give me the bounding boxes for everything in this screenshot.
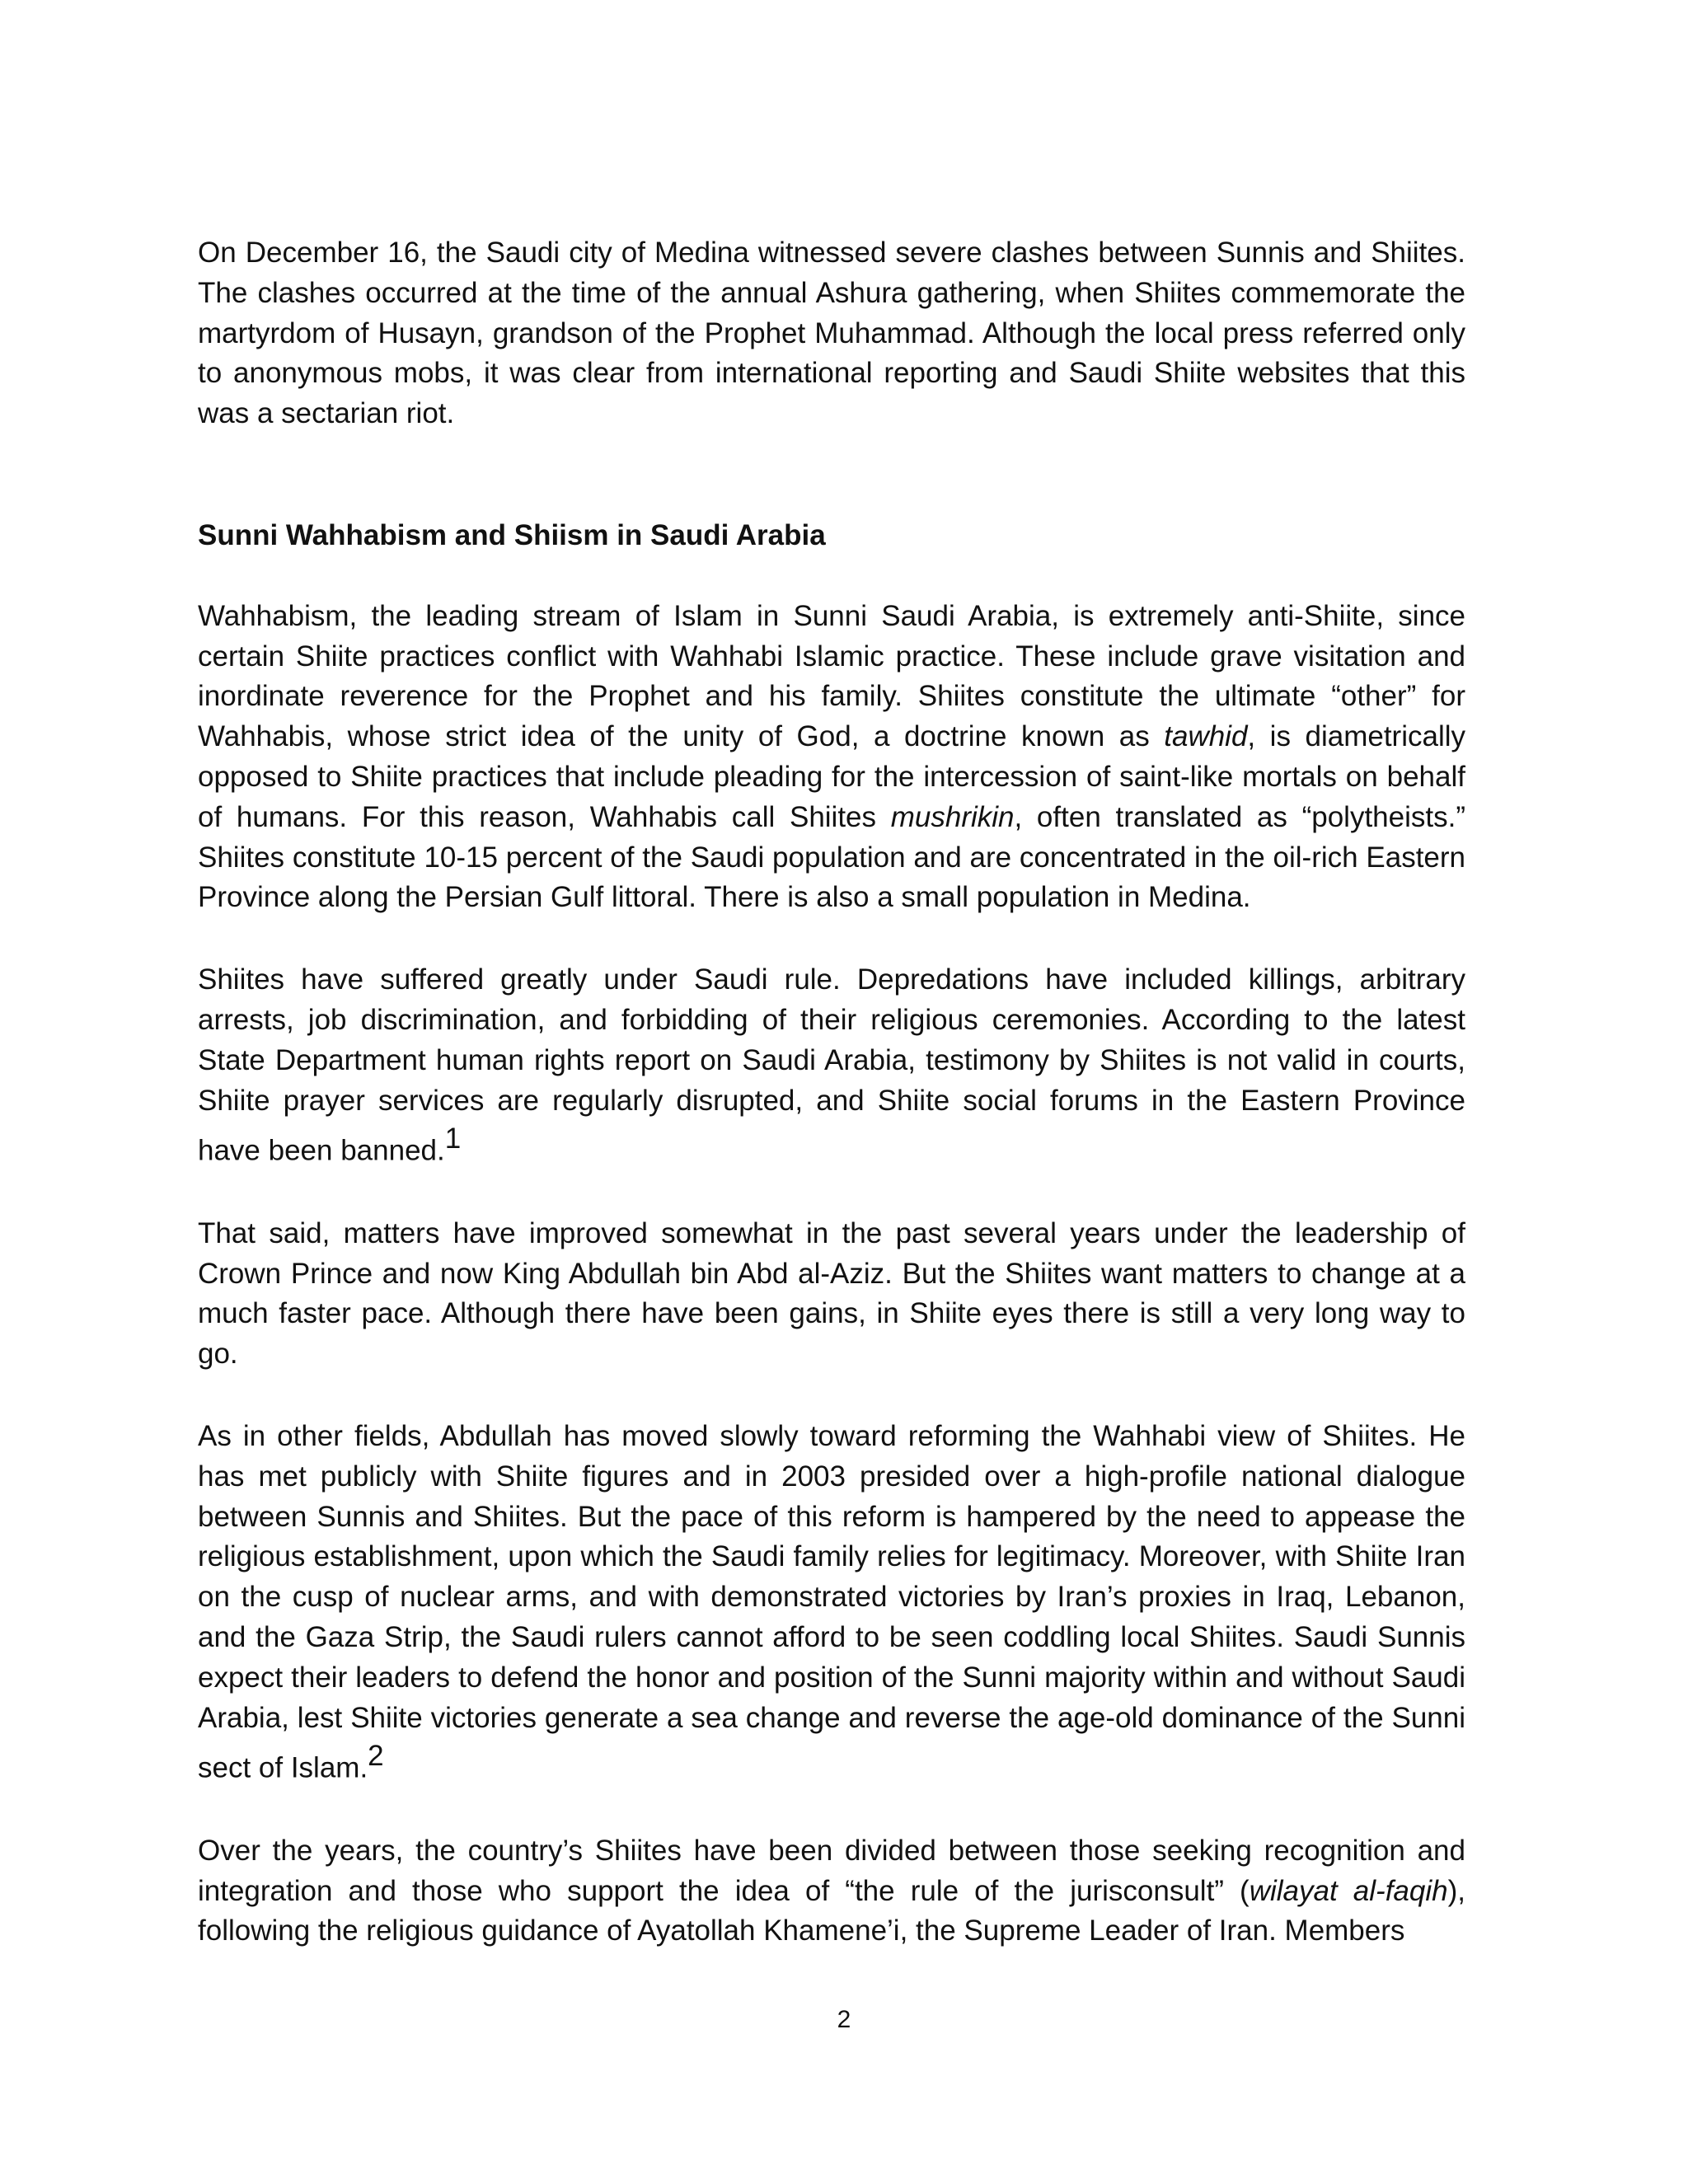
italic-term-wilayat-al-faqih: wilayat al-faqih bbox=[1249, 1874, 1448, 1907]
intro-paragraph: On December 16, the Saudi city of Medina witnessed severe clashes between Sunnis and Shiites. The clashes occurred at the time of the annual Ashura gathering, when Shiites commemorate the martyrdom of Husayn, grandson of the Prophet Muhammad. Although the local press referred only to anonymous mobs, it was clear from international reporting and Saudi Shiite websites that this was a sectarian riot. bbox=[198, 237, 1465, 430]
italic-term-mushrikin: mushrikin bbox=[890, 800, 1015, 833]
paragraph-abdullah-improvement: That said, matters have improved somewhat in the past several years under the leadership of Crown Prince and now King Abdullah bin Abd al-Aziz. But the Shiites want matters to change at a much faster pace. Although there have been gains, in Shiite eyes there is still a very long way to go. bbox=[198, 1216, 1465, 1371]
paragraph-divisions bbox=[198, 1831, 1465, 1952]
paragraph-text: , is diametrically opposed to Shiite practices that include pleading for the intercession of saint-like mortals on behalf of humans. For this reason, Wahhabis call Shiites bbox=[198, 720, 1465, 833]
paragraph-text: , often translated as “polytheists.” Shiites constitute 10-15 percent of the Saudi population and are concentrated in the oil-rich Eastern Province along the Persian Gulf littoral. There is also a small population in Medina. bbox=[198, 800, 1465, 914]
document-body bbox=[198, 233, 1465, 1994]
paragraph-text: Wahhabism, the leading stream of Islam in Sunni Saudi Arabia, is extremely anti-Shiite, since certain Shiite practices conflict with Wahhabi Islamic practice. These include grave visitation and inordinate reverence for the Prophet and his family. Shiites constitute the ultimate “other” for Wahhabis, whose strict idea of the unity of God, a doctrine known as bbox=[198, 599, 1465, 753]
paragraph-text: Over the years, the country’s Shiites have been divided between those seeking recognition and integration and those who support the idea of “the rule of the jurisconsult” ( bbox=[198, 1834, 1465, 1907]
paragraph-text: ), following the religious guidance of Ayatollah Khamene’i, the Supreme Leader of Iran. Members bbox=[198, 1874, 1465, 1947]
paragraph-wahhabism bbox=[198, 597, 1465, 918]
paragraph-reform bbox=[198, 1417, 1465, 1789]
page-number: 2 bbox=[837, 2006, 851, 2033]
footnote-marker-1: 1 bbox=[444, 1122, 462, 1155]
italic-term-tawhid: tawhid bbox=[1164, 720, 1248, 753]
paragraph-text: Shiites have suffered greatly under Saudi rule. Depredations have included killings, arbitrary arrests, job discrimination, and forbidding of their religious ceremonies. According to the latest State Department human rights report on Saudi Arabia, testimony by Shiites is not valid in courts, Shiite prayer services are regularly disrupted, and Shiite social forums in the Eastern Province have been banned. bbox=[198, 963, 1465, 1167]
footnote-marker-2: 2 bbox=[368, 1740, 384, 1773]
paragraph-text: As in other fields, Abdullah has moved slowly toward reforming the Wahhabi view of Shiites. He has met publicly with Shiite figures and in 2003 presided over a high-profile national dialogue between Sunnis and Shiites. But the pace of this reform is hampered by the need to appease the religious establishment, upon which the Saudi family relies for legitimacy. Moreover, with Shiite Iran on the cusp of nuclear arms, and with demonstrated victories by Iran’s proxies in Iraq, Lebanon, and the Gaza Strip, the Saudi rulers cannot afford to be seen coddling local Shiites. Saudi Sunnis expect their leaders to defend the honor and position of the Sunni majority within and without Saudi Arabia, lest Shiite victories generate a sea change and reverse the age-old dominance of the Sunni sect of Islam. bbox=[198, 1419, 1465, 1785]
paragraph-saudi-rule bbox=[198, 960, 1465, 1172]
section-heading: Sunni Wahhabism and Shiism in Saudi Arabia bbox=[198, 518, 826, 551]
